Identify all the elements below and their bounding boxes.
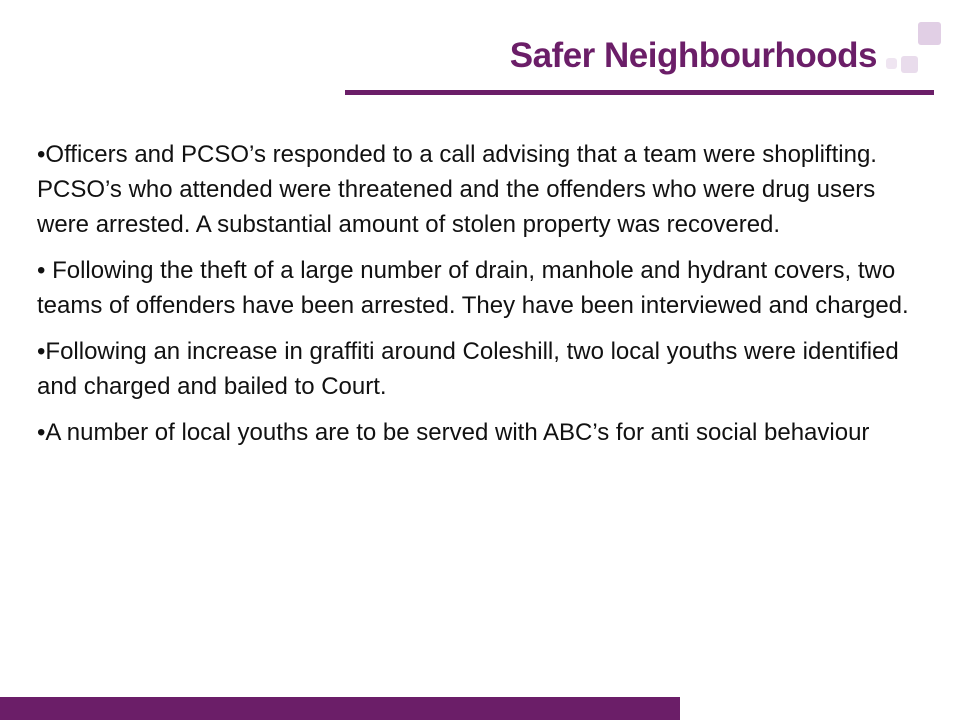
bullet-paragraph: •Following an increase in graffiti around Coleshill, two local youths were identified and charged and bailed to Court. bbox=[37, 338, 899, 400]
decorative-square-large bbox=[918, 22, 941, 45]
header-rule bbox=[345, 90, 934, 95]
bullet-paragraph: •A number of local youths are to be served with ABC’s for anti social behaviour bbox=[37, 419, 870, 446]
bullet-paragraph: • Following the theft of a large number of drain, manhole and hydrant covers, two teams of offenders have been arrested. They have been interviewed and charged. bbox=[37, 257, 909, 319]
decorative-square-medium bbox=[901, 56, 918, 73]
footer-bar bbox=[0, 697, 680, 720]
bullet-list bbox=[37, 137, 917, 461]
decorative-square-small bbox=[886, 58, 897, 69]
bullet-paragraph: •Officers and PCSO’s responded to a call advising that a team were shoplifting. PCSO’s who attended were threatened and the offenders who were drug users were arrested. A substantial amount of stolen property was recovered. bbox=[37, 141, 877, 238]
brand-title: Safer Neighbourhoods bbox=[509, 36, 877, 75]
decorative-squares bbox=[884, 18, 944, 78]
